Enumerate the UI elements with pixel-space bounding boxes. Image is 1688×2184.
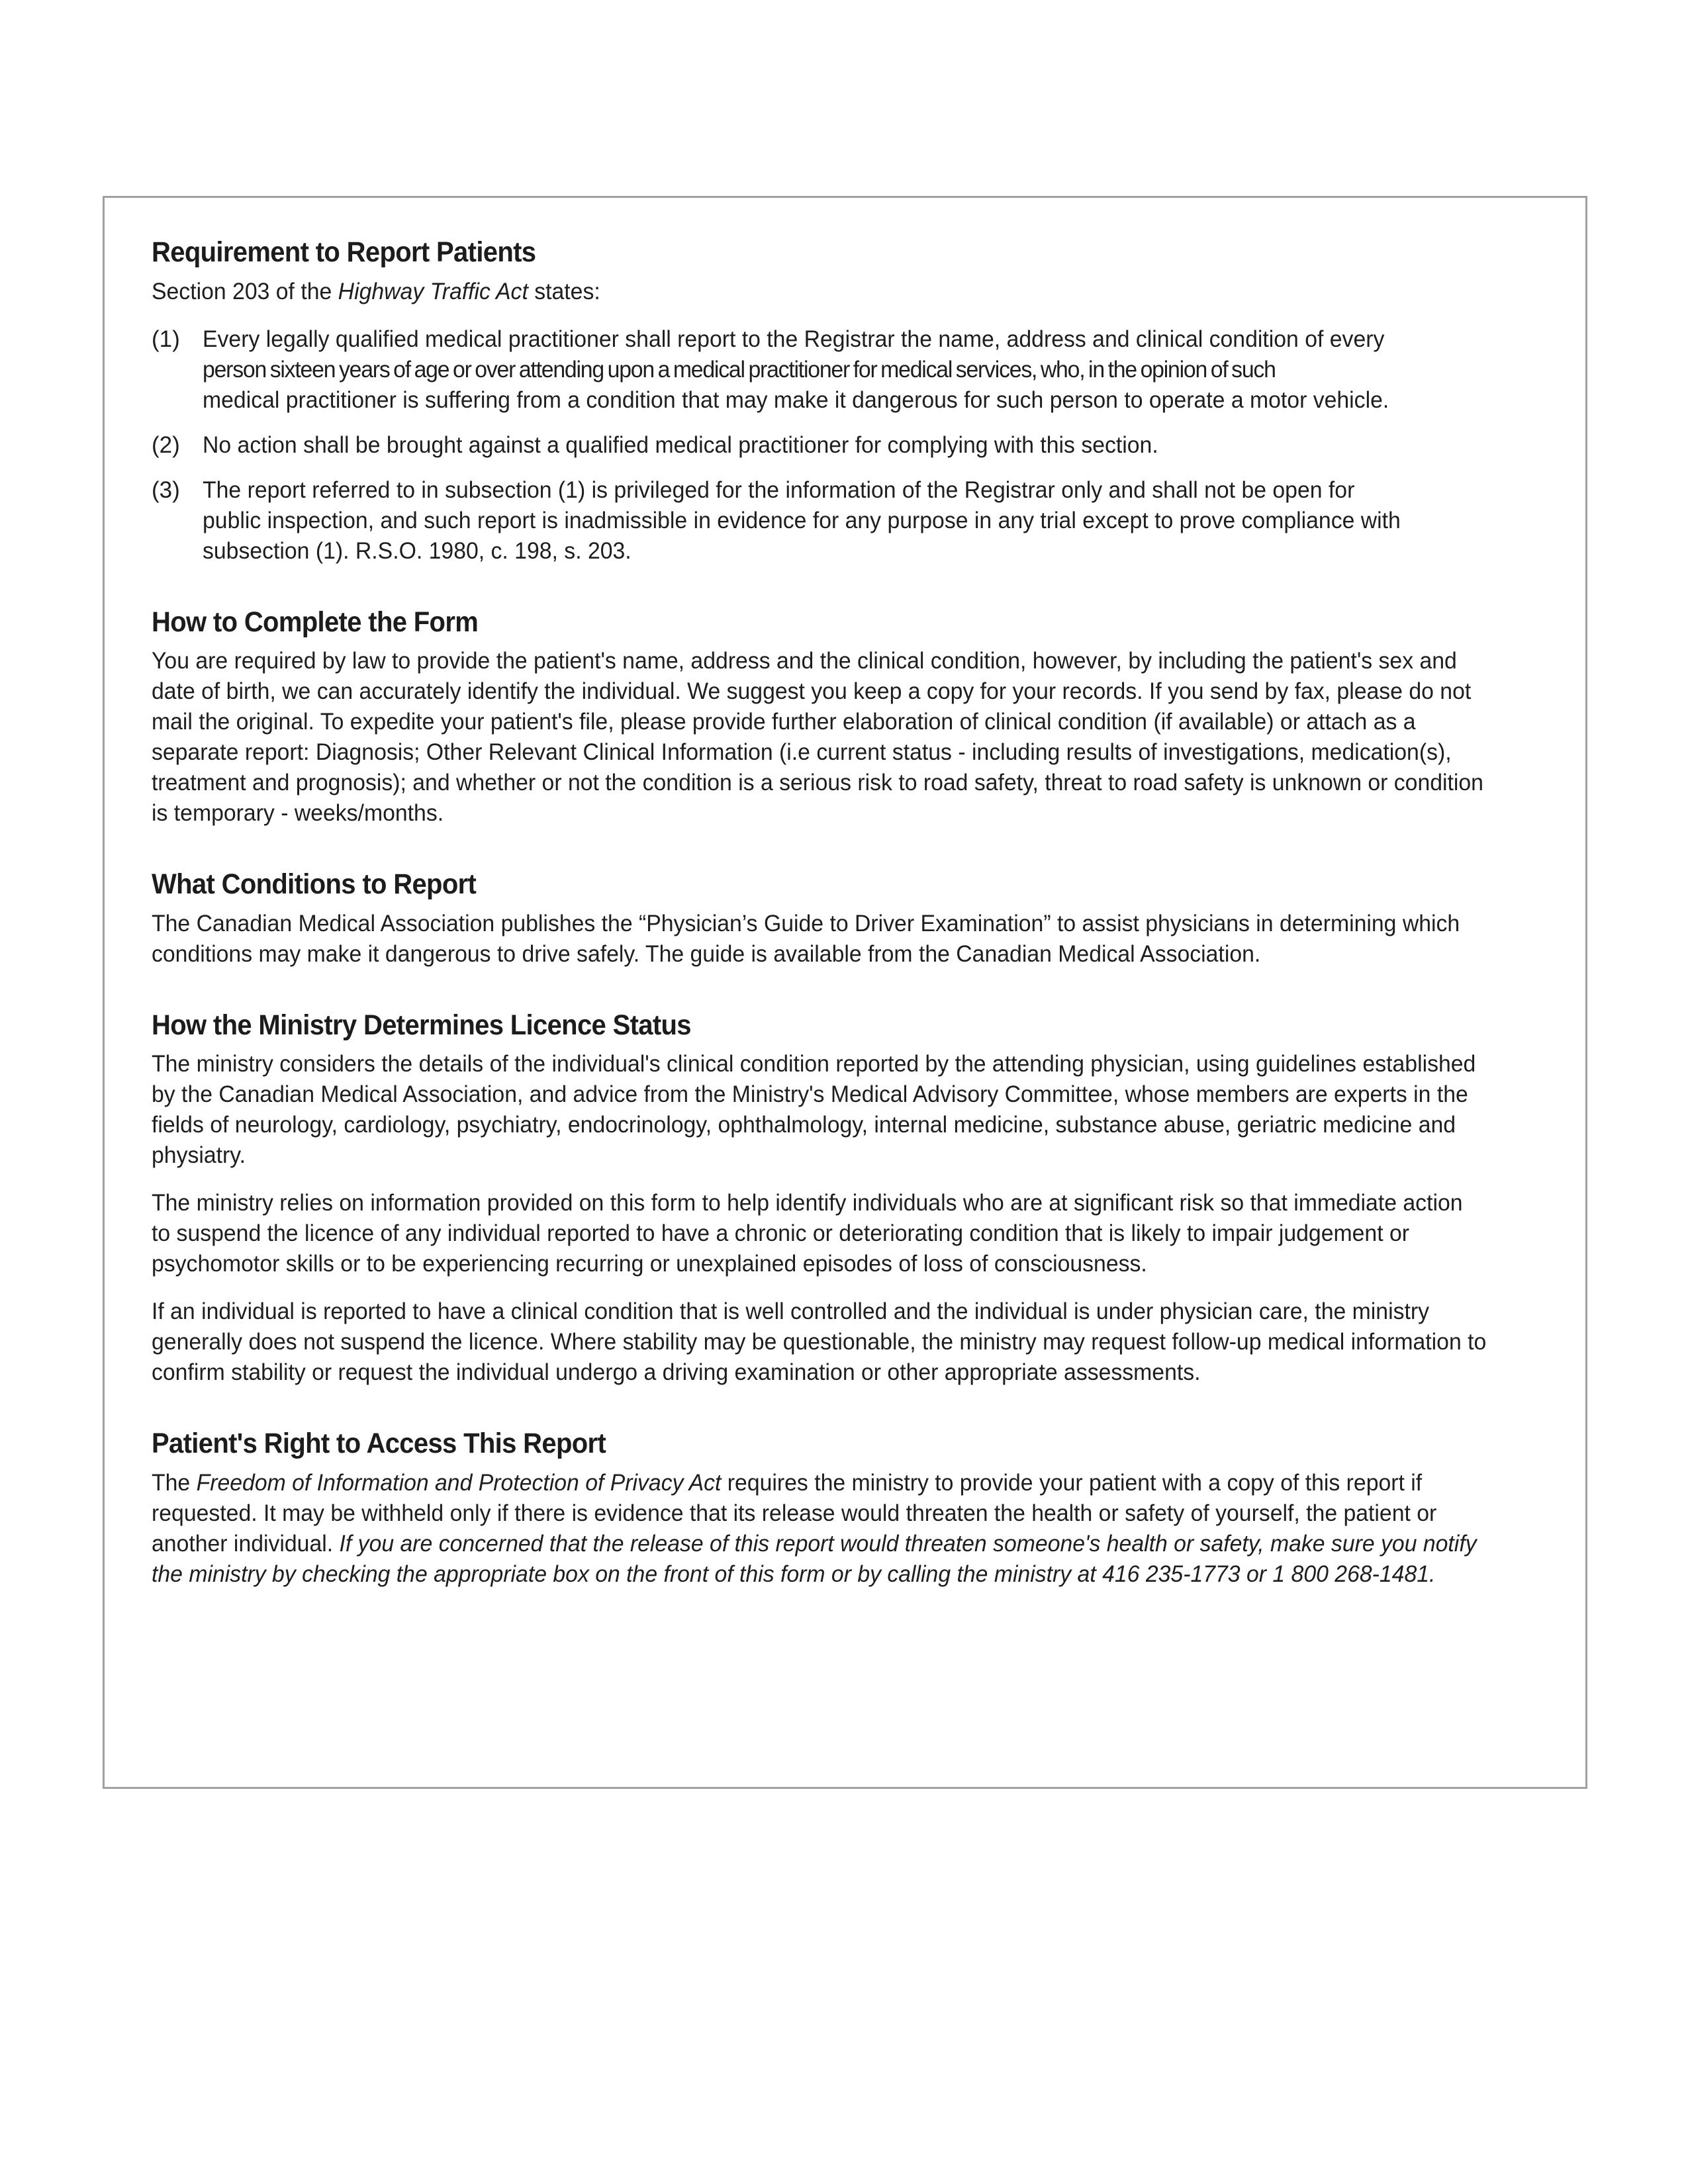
statute-lead-prefix: Section 203 of the <box>152 278 338 304</box>
list-item <box>152 475 1535 567</box>
section-heading-what-conditions-to-report: What Conditions to Report <box>152 868 477 901</box>
highway-traffic-act-title: Highway Traffic Act <box>338 278 528 304</box>
spacer <box>152 1279 1535 1297</box>
clause-line: public inspection, and such report is inadmissible in evidence for any purpose in any trial except to prove compliance with <box>203 507 1401 533</box>
clause-line: person sixteen years of age or over attending upon a medical practitioner for medical services, who, in the opinion of such <box>203 356 1276 383</box>
section-paragraph: The ministry considers the details of the individual's clinical condition reported by the attending physician, using guidelines established by the Canadian Medical Association, and advice from the Ministry's Medical Advisory Committee, whose members are experts in the fields of neurology, cardiology, psychiatry, endocrinology, ophthalmology, internal medicine, substance abuse, geriatric medicine and physiatry. <box>152 1051 1476 1169</box>
document-frame <box>103 196 1587 1789</box>
clause-line: medical practitioner is suffering from a condition that may make it dangerous for such person to operate a motor vehicle. <box>203 387 1389 413</box>
spacer <box>152 1388 1535 1429</box>
document-content <box>152 238 1535 1590</box>
spacer <box>152 461 1535 475</box>
spacer <box>152 268 1535 277</box>
list-item <box>152 324 1535 416</box>
fippa-act-title: Freedom of Information and Protection of Privacy Act <box>196 1469 722 1496</box>
spacer <box>152 1171 1535 1188</box>
clause-line: subsection (1). R.S.O. 1980, c. 198, s. 203. <box>203 537 632 564</box>
clause-text <box>203 324 1489 416</box>
spacer <box>152 1459 1535 1468</box>
statute-clause-list <box>152 324 1535 567</box>
section-heading-how-the-ministry-determines-licence-status: How the Ministry Determines Licence Status <box>152 1009 691 1041</box>
clause-number: (3) <box>152 477 180 503</box>
statute-lead-in <box>152 277 1487 307</box>
clause-line: Every legally qualified medical practitioner shall report to the Registrar the name, address and clinical condition of every <box>203 326 1385 352</box>
spacer <box>152 567 1535 608</box>
spacer <box>152 307 1535 324</box>
spacer <box>152 970 1535 1011</box>
section-paragraph <box>152 1468 1487 1590</box>
section-paragraph: If an individual is reported to have a clinical condition that is well controlled and the individual is under physician care, the ministry generally does not suspend the licence. Where stability may be questionable, the ministry may request follow-up medical information to confirm stability or request the individual undergo a driving examination or other appropriate assessments. <box>152 1298 1487 1386</box>
spacer <box>152 416 1535 430</box>
fippa-body: requires the ministry to provide your patient with a copy of this report if requested. It may be withheld only if there is evidence that its release would threaten the health or safety of yourself, the patient or another individual. <box>152 1469 1437 1557</box>
section-paragraph: The Canadian Medical Association publishes the “Physician’s Guide to Driver Examination” to assist physicians in determining which conditions may make it dangerous to drive safely. The guide is available from the Canadian Medical Association. <box>152 910 1460 967</box>
spacer <box>152 900 1535 909</box>
spacer <box>152 829 1535 870</box>
section-heading-how-to-complete-the-form: How to Complete the Form <box>152 606 479 638</box>
statute-lead-suffix: states: <box>528 278 600 304</box>
clause-number: (2) <box>152 432 180 458</box>
spacer <box>152 1040 1535 1049</box>
clause-text <box>203 475 1489 567</box>
section-heading-patients-right-to-access-this-report: Patient's Right to Access This Report <box>152 1428 606 1460</box>
page-title: Requirement to Report Patients <box>152 236 536 268</box>
fippa-prefix: The <box>152 1469 197 1496</box>
fippa-notice-italic: If you are concerned that the release of this report would threaten someone's health or safety, make sure you notify the ministry by checking the appropriate box on the front of this form or by calling the ministry at 416 235-1773 or 1 800 268-1481. <box>152 1530 1477 1587</box>
section-paragraph: You are required by law to provide the patient's name, address and the clinical condition, however, by including the patient's sex and date of birth, we can accurately identify the individual. We suggest you keep a copy for your records. If you send by fax, please do not mail the original. To expedite your patient's file, please provide further elaboration of clinical condition (if available) or attach as a separate report: Diagnosis; Other Relevant Clinical Information (i.e current status - including results of investigations, medication(s), treatment and prognosis); and whether or not the condition is a serious risk to road safety, threat to road safety is unknown or condition is temporary - weeks/months. <box>152 648 1483 827</box>
clause-line: No action shall be brought against a qualified medical practitioner for complying with this section. <box>203 432 1158 458</box>
clause-text <box>203 430 1489 461</box>
list-item <box>152 430 1535 461</box>
clause-line: The report referred to in subsection (1) is privileged for the information of the Registrar only and shall not be open for <box>203 477 1355 503</box>
section-paragraph: The ministry relies on information provided on this form to help identify individuals who are at significant risk so that immediate action to suspend the licence of any individual reported to have a chronic or deteriorating condition that is likely to impair judgement or psychomotor skills or to be experiencing recurring or unexplained episodes of loss of consciousness. <box>152 1190 1463 1277</box>
clause-number: (1) <box>152 326 180 352</box>
spacer <box>152 637 1535 646</box>
